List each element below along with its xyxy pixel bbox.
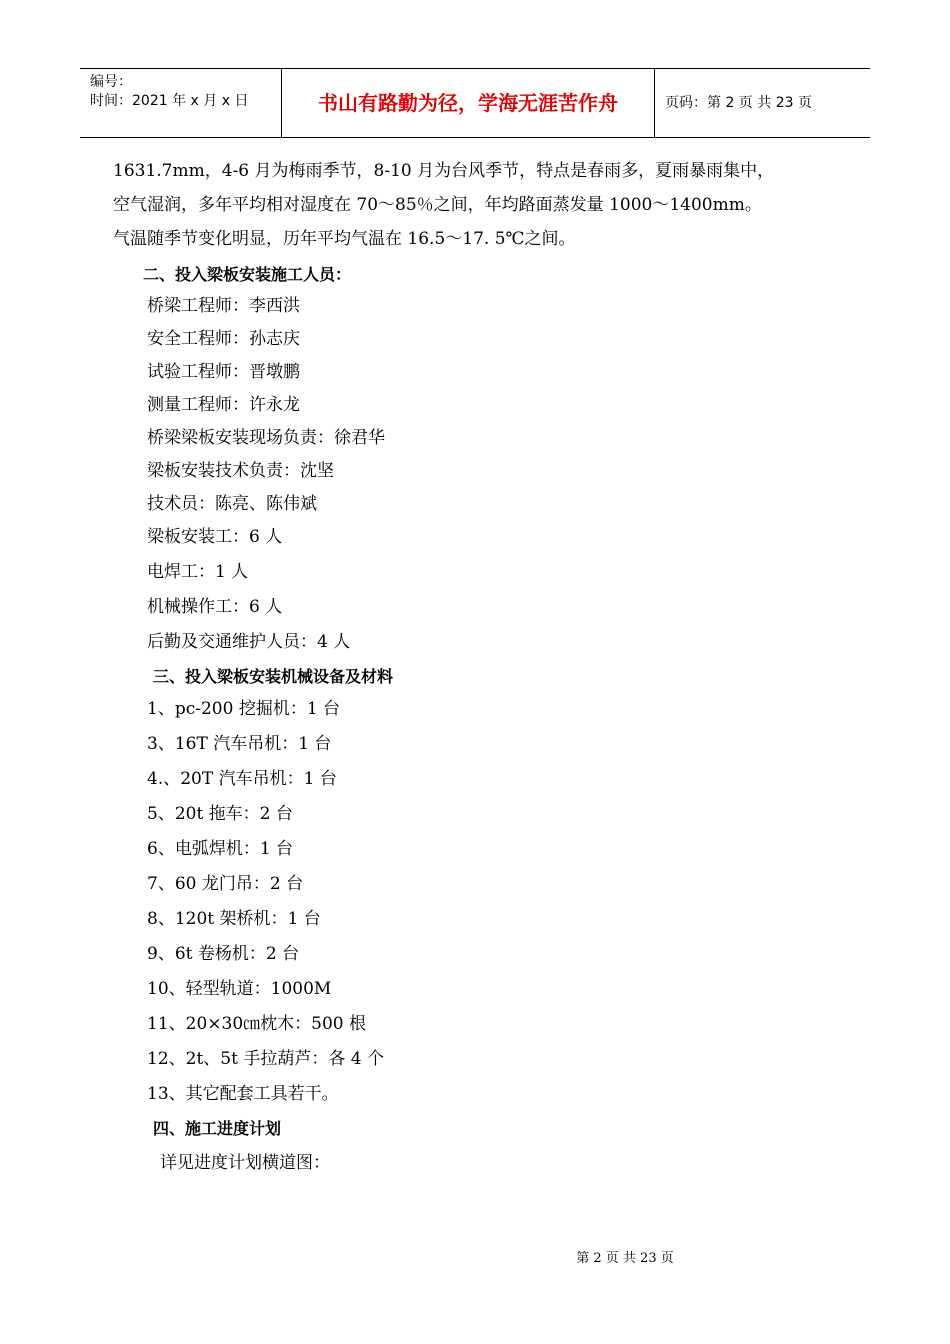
- personnel-item: 测量工程师：许永龙: [147, 395, 300, 415]
- personnel-item: 后勤及交通维护人员：4 人: [147, 632, 351, 652]
- personnel-item: 梁板安装工：6 人: [147, 527, 283, 547]
- personnel-item: 技术员：陈亮、陈伟斌: [147, 494, 317, 514]
- equipment-item: 4.、20T 汽车吊机：1 台: [147, 769, 337, 789]
- equipment-item: 7、60 龙门吊：2 台: [147, 874, 304, 894]
- equipment-item: 12、2t、5t 手拉葫芦：各 4 个: [147, 1049, 384, 1069]
- document-number-label: 编号：: [90, 74, 132, 90]
- schedule-note: 详见进度计划横道图：: [160, 1153, 330, 1173]
- equipment-item: 9、6t 卷杨机：2 台: [147, 944, 300, 964]
- equipment-item: 5、20t 拖车：2 台: [147, 804, 293, 824]
- equipment-item: 13、其它配套工具若干。: [147, 1084, 339, 1104]
- equipment-item: 11、20×30㎝枕木：500 根: [147, 1014, 366, 1034]
- personnel-item: 机械操作工：6 人: [147, 597, 283, 617]
- equipment-item: 1、pc-200 挖掘机：1 台: [147, 699, 341, 719]
- personnel-item: 试验工程师：晋墩鹏: [147, 362, 300, 382]
- header-info-cell: [80, 69, 282, 137]
- section-heading-schedule: 四、施工进度计划: [153, 1119, 282, 1138]
- section-heading-equipment: 三、投入梁板安装机械设备及材料: [153, 667, 394, 686]
- header-motto: 书山有路勤为径，学海无涯苦作舟: [282, 69, 655, 137]
- equipment-item: 8、120t 架桥机：1 台: [147, 909, 321, 929]
- page-header: [80, 68, 870, 138]
- document-date-label: 时间：2021 年 x 月 x 日: [90, 93, 249, 109]
- personnel-item: 梁板安装技术负责：沈坚: [147, 461, 334, 481]
- body-paragraph-line: 空气湿润，多年平均相对湿度在 70～85％之间，年均路面蒸发量 1000～1400mm。: [113, 195, 762, 215]
- equipment-item: 10、轻型轨道：1000M: [147, 979, 332, 999]
- personnel-item: 电焊工：1 人: [147, 562, 249, 582]
- body-paragraph-line: 1631.7mm，4-6 月为梅雨季节，8-10 月为台风季节，特点是春雨多，夏雨暴雨集中，: [113, 161, 775, 181]
- personnel-item: 桥梁梁板安装现场负责：徐君华: [147, 428, 385, 448]
- personnel-item: 安全工程师：孙志庆: [147, 329, 300, 349]
- body-paragraph-line: 气温随季节变化明显，历年平均气温在 16.5～17. 5℃之间。: [113, 229, 576, 249]
- equipment-item: 3、16T 汽车吊机：1 台: [147, 734, 332, 754]
- section-heading-personnel: 二、投入梁板安装施工人员：: [143, 265, 352, 284]
- equipment-item: 6、电弧焊机：1 台: [147, 839, 294, 859]
- page-footer: 第 2 页 共 23 页: [576, 1251, 674, 1266]
- personnel-item: 桥梁工程师：李西洪: [147, 296, 300, 316]
- header-page-info: 页码：第 2 页 共 23 页: [665, 95, 812, 111]
